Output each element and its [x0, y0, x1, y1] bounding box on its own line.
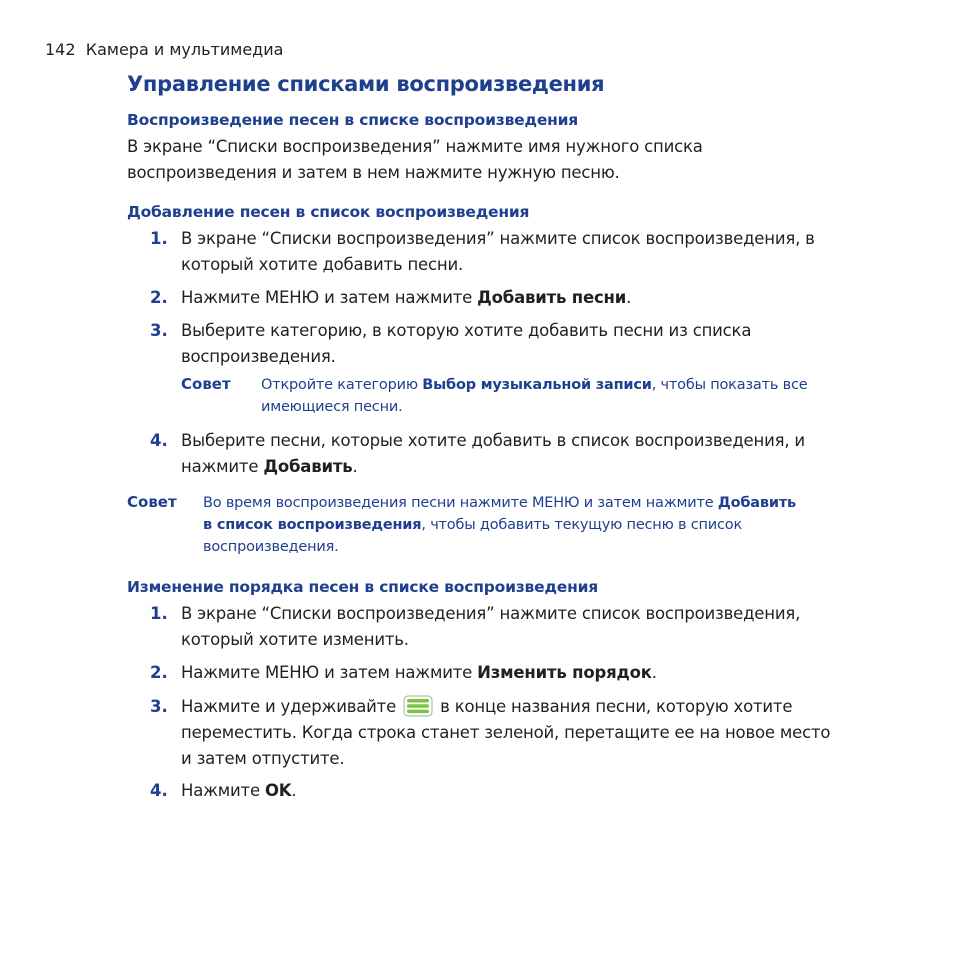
step-text: Нажмите МЕНЮ и затем нажмите Добавить песни.: [181, 288, 632, 307]
step-number: 1.: [150, 229, 168, 248]
step-number: 3.: [150, 697, 168, 716]
step-text: Нажмите МЕНЮ и затем нажмите Изменить порядок.: [181, 663, 657, 682]
step-number: 4.: [150, 781, 168, 800]
ui-term: Изменить порядок: [477, 663, 652, 682]
ui-term: Добавить: [717, 495, 796, 511]
tip-label: Совет: [127, 493, 177, 511]
ui-term: Добавить песни: [477, 288, 627, 307]
step-number: 4.: [150, 431, 168, 450]
page-title: Управление списками воспроизведения: [127, 72, 605, 96]
step-number: 3.: [150, 321, 168, 340]
step-text: переместить. Когда строка станет зеленой, перетащите ее на новое место: [181, 723, 831, 742]
paragraph-line: В экране “Списки воспроизведения” нажмите имя нужного списка: [127, 137, 703, 156]
paragraph-line: воспроизведения и затем в нем нажмите нужную песню.: [127, 163, 620, 182]
ui-term: Добавить: [263, 457, 353, 476]
step-number: 1.: [150, 604, 168, 623]
tip-text: имеющиеся песни.: [261, 399, 403, 415]
section-heading-add: Добавление песен в список воспроизведения: [127, 203, 530, 221]
step-text: который хотите добавить песни.: [181, 255, 464, 274]
tip-text: воспроизведения.: [203, 539, 339, 555]
step-number: 2.: [150, 288, 168, 307]
ui-term: OK: [264, 781, 292, 800]
step-text: В экране “Списки воспроизведения” нажмите список воспроизведения,: [181, 604, 801, 623]
page-number: 142: [45, 40, 76, 59]
ui-term: Выбор музыкальной записи: [422, 377, 652, 393]
step-number: 2.: [150, 663, 168, 682]
step-text: нажмите Добавить.: [181, 457, 358, 476]
page-header: [45, 40, 283, 59]
tip-text: Во время воспроизведения песни нажмите МЕНЮ и затем нажмите Добавить: [203, 495, 796, 511]
tip-text: Откройте категорию Выбор музыкальной записи, чтобы показать все: [261, 377, 808, 393]
section-heading-reorder: Изменение порядка песен в списке воспроизведения: [127, 578, 599, 596]
step-text: Выберите категорию, в которую хотите добавить песни из списка: [181, 321, 752, 340]
step-text: В экране “Списки воспроизведения” нажмите список воспроизведения, в: [181, 229, 815, 248]
step-text: Выберите песни, которые хотите добавить в список воспроизведения, и: [181, 431, 805, 450]
chapter-title: Камера и мультимедиа: [85, 40, 284, 59]
step-text: и затем отпустите.: [181, 749, 345, 768]
step-text: Нажмите и удерживайте в конце названия песни, которую хотите: [181, 697, 793, 716]
step-text: который хотите изменить.: [181, 630, 409, 649]
ui-term: в список воспроизведения: [203, 517, 422, 533]
section-heading-play: Воспроизведение песен в списке воспроизведения: [127, 111, 579, 129]
tip-text: в список воспроизведения, чтобы добавить текущую песню в список: [203, 517, 743, 533]
step-text: Нажмите OK.: [181, 781, 297, 800]
step-text: воспроизведения.: [181, 347, 336, 366]
drag-handle-icon: [403, 695, 433, 717]
tip-label: Совет: [181, 375, 231, 393]
